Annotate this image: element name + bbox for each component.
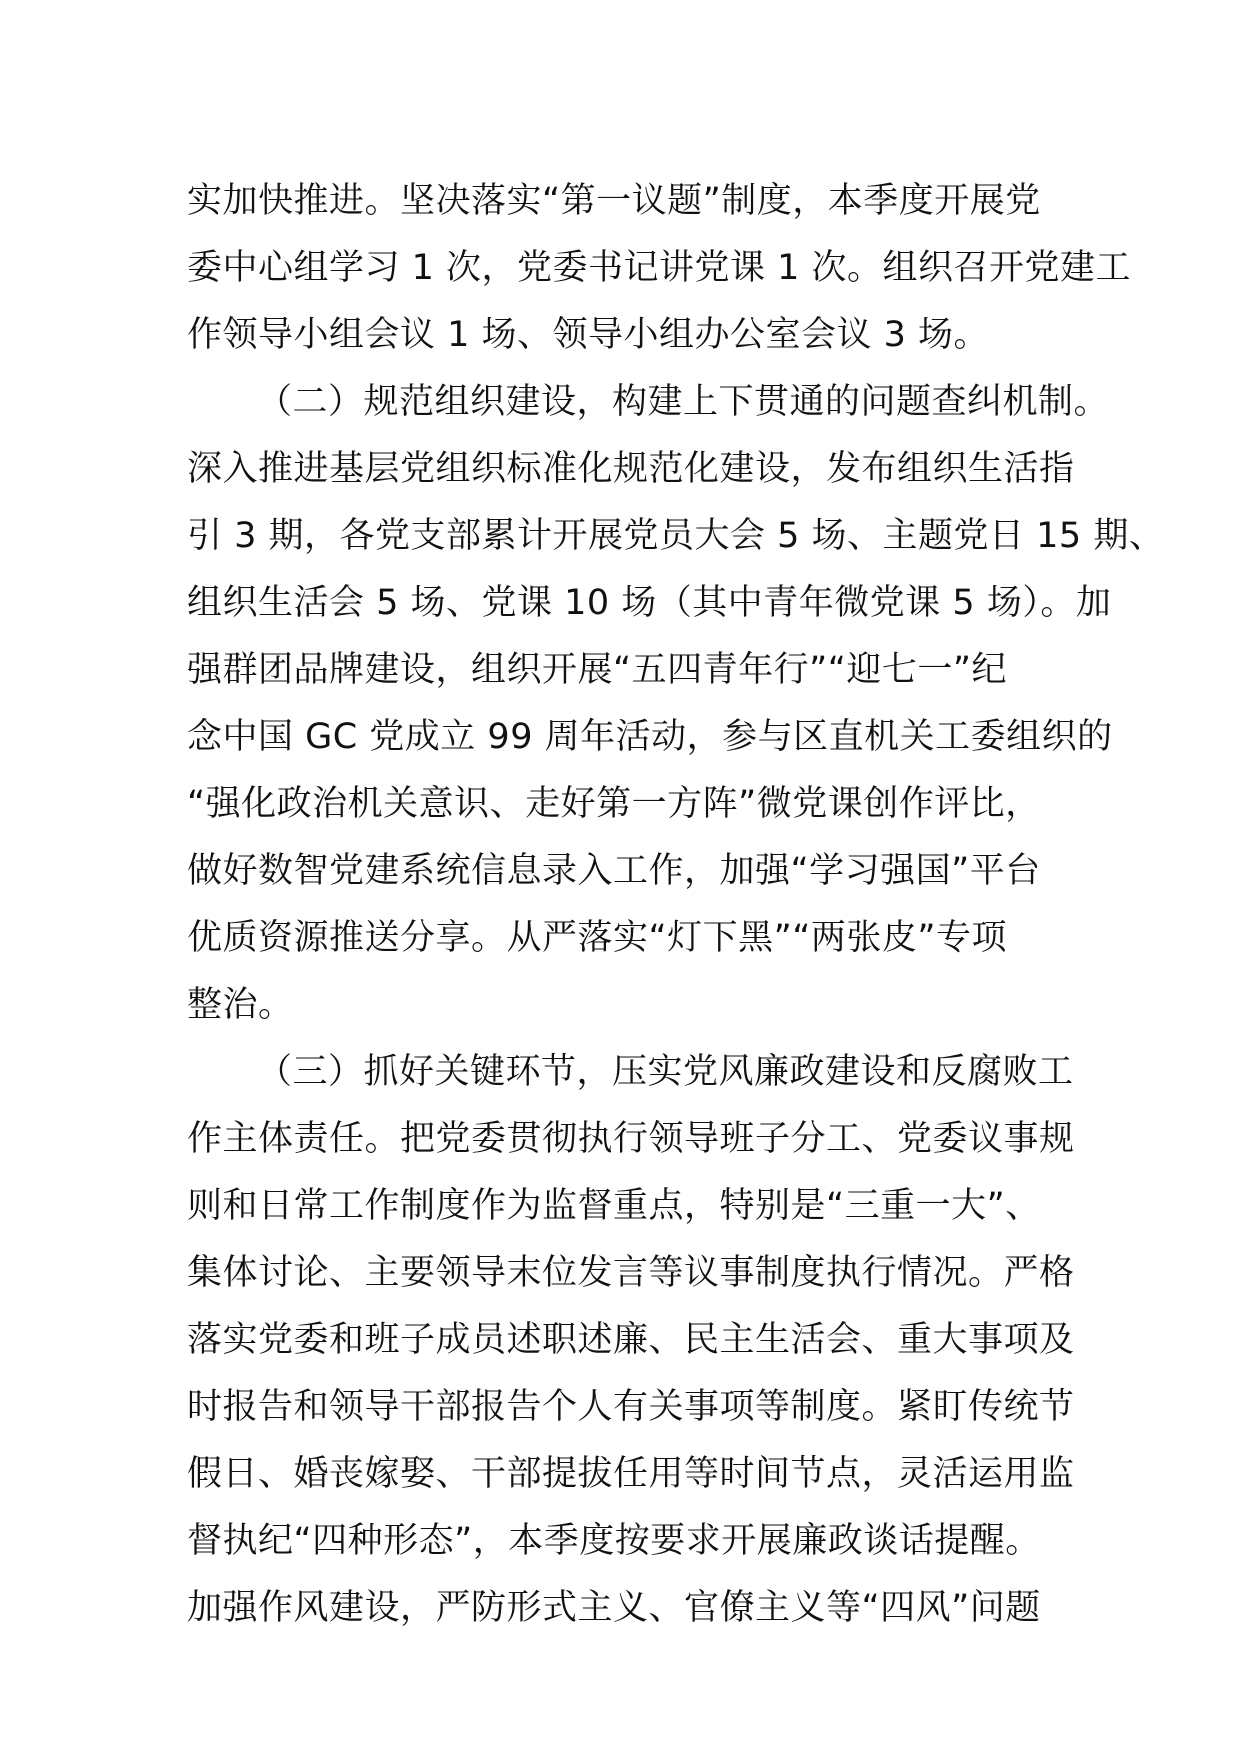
text-line: 实加快推进。坚决落实“第一议题”制度，本季度开展党 bbox=[187, 181, 1041, 221]
text-line: 深入推进基层党组织标准化规范化建设，发布组织生活指 bbox=[187, 449, 1075, 489]
text-line: 强群团品牌建设，组织开展“五四青年行”“迎七一”纪 bbox=[187, 650, 1008, 690]
text-line: 引 3 期，各党支部累计开展党员大会 5 场、主题党日 15 期、 bbox=[187, 516, 1165, 556]
text-line: 优质资源推送分享。从严落实“灯下黑”“两张皮”专项 bbox=[187, 918, 1008, 958]
text-line: 做好数智党建系统信息录入工作，加强“学习强国”平台 bbox=[187, 851, 1041, 891]
document-body bbox=[187, 168, 1165, 1642]
section-heading-2: （二）规范组织建设，构建上下贯通的问题查纠机制。 bbox=[257, 382, 1110, 422]
text-line: 落实党委和班子成员述职述廉、民主生活会、重大事项及 bbox=[187, 1320, 1075, 1360]
text-line: 组织生活会 5 场、党课 10 场（其中青年微党课 5 场）。加 bbox=[187, 583, 1112, 623]
text-line: 加强作风建设，严防形式主义、官僚主义等“四风”问题 bbox=[187, 1588, 1041, 1628]
text-line: 委中心组学习 1 次，党委书记讲党课 1 次。组织召开党建工 bbox=[187, 248, 1132, 288]
text-line: 督执纪“四种形态”，本季度按要求开展廉政谈话提醒。 bbox=[187, 1521, 1041, 1561]
text-line: 整治。 bbox=[187, 985, 294, 1025]
text-line: 时报告和领导干部报告个人有关事项等制度。紧盯传统节 bbox=[187, 1387, 1075, 1427]
text-line: 假日、婚丧嫁娶、干部提拔任用等时间节点，灵活运用监 bbox=[187, 1454, 1075, 1494]
text-line: 作领导小组会议 1 场、领导小组办公室会议 3 场。 bbox=[187, 315, 990, 355]
text-line: 则和日常工作制度作为监督重点，特别是“三重一大”、 bbox=[187, 1186, 1041, 1226]
text-line: 作主体责任。把党委贯彻执行领导班子分工、党委议事规 bbox=[187, 1119, 1075, 1159]
section-heading-3: （三）抓好关键环节，压实党风廉政建设和反腐败工 bbox=[257, 1052, 1074, 1092]
text-line: 念中国 GC 党成立 99 周年活动，参与区直机关工委组织的 bbox=[187, 717, 1113, 757]
text-line: “强化政治机关意识、走好第一方阵”微党课创作评比， bbox=[187, 784, 1041, 824]
text-line: 集体讨论、主要领导末位发言等议事制度执行情况。严格 bbox=[187, 1253, 1075, 1293]
